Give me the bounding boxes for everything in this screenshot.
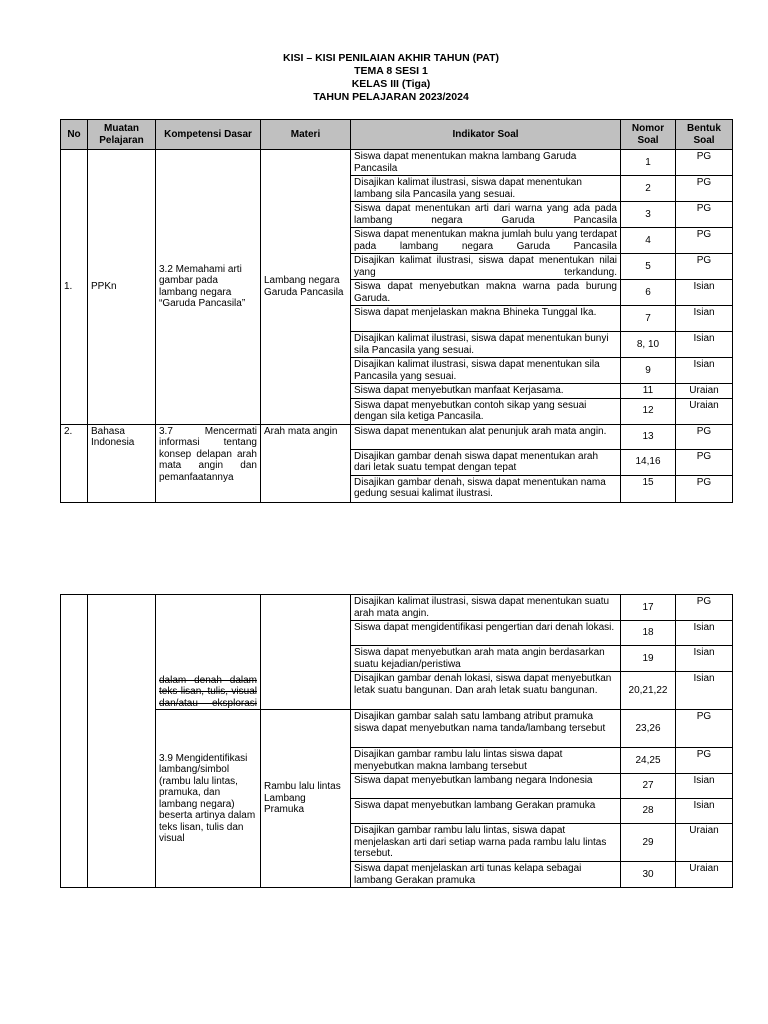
indikator-soal: Disajikan kalimat ilustrasi, siswa dapat menentukan lambang sila Pancasila yang sesuai.: [351, 176, 621, 202]
bentuk-soal: Uraian: [676, 862, 733, 888]
indikator-soal: Disajikan kalimat ilustrasi, siswa dapat menentukan bunyi sila Pancasila yang sesuai.: [351, 332, 621, 358]
materi-empty: [261, 595, 351, 710]
nomor-soal: 8, 10: [621, 332, 676, 358]
nomor-soal: 27: [621, 774, 676, 799]
indikator-soal: Siswa dapat menentukan arti dari warna yang ada pada lambang negara Garuda Pancasila: [351, 202, 621, 228]
bentuk-soal: PG: [676, 748, 733, 774]
nomor-soal: 14,16: [621, 449, 676, 475]
materi: Rambu lalu lintas Lambang Pramuka: [261, 710, 351, 888]
indikator-soal: Disajikan gambar salah satu lambang atribut pramuka siswa dapat menyebutkan nama tanda/lambang tersebut: [351, 710, 621, 748]
kompetensi-dasar: 3.2 Memahami arti gambar pada lambang negara “Garuda Pancasila”: [156, 150, 261, 425]
nomor-soal: 15: [621, 475, 676, 502]
row-no-empty: [61, 595, 88, 888]
muatan-pelajaran: PPKn: [88, 150, 156, 425]
nomor-soal: 11: [621, 384, 676, 399]
nomor-soal: 19: [621, 646, 676, 672]
bentuk-soal: Isian: [676, 799, 733, 824]
indikator-soal: Siswa dapat menentukan makna lambang Garuda Pancasila: [351, 150, 621, 176]
bentuk-soal: PG: [676, 202, 733, 228]
bentuk-soal: Uraian: [676, 384, 733, 399]
nomor-soal: 29: [621, 824, 676, 862]
row-no: 2.: [61, 424, 88, 502]
col-header-nomor: Nomor Soal: [621, 120, 676, 150]
materi: Arah mata angin: [261, 424, 351, 502]
kompetensi-dasar: 3.9 Mengidentifikasi lambang/simbol (rambu lalu lintas, pramuka, dan lambang negara) beserta artinya dalam teks lisan, tulis dan visual: [156, 710, 261, 888]
kisi-kisi-table-page-2: [60, 594, 733, 888]
bentuk-soal: Isian: [676, 672, 733, 710]
bentuk-soal: Uraian: [676, 824, 733, 862]
nomor-soal: 9: [621, 358, 676, 384]
indikator-soal: Siswa dapat menentukan makna jumlah bulu yang terdapat pada lambang negara Garuda Pancasila: [351, 228, 621, 254]
kisi-kisi-table-page-1: [60, 119, 733, 503]
nomor-soal: 6: [621, 280, 676, 306]
document-header: [0, 52, 768, 104]
kd-continued-text: dalam denah dalam teks lisan, tulis, visual dan/atau eksplorasi: [159, 674, 257, 709]
indikator-soal: Siswa dapat menyebutkan contoh sikap yang sesuai dengan sila ketiga Pancasila.: [351, 398, 621, 424]
nomor-soal: 24,25: [621, 748, 676, 774]
nomor-soal: 1: [621, 150, 676, 176]
bentuk-soal: PG: [676, 449, 733, 475]
col-header-bentuk: Bentuk Soal: [676, 120, 733, 150]
nomor-soal: 30: [621, 862, 676, 888]
indikator-soal: Disajikan gambar rambu lalu lintas siswa dapat menyebutkan makna lambang tersebut: [351, 748, 621, 774]
indikator-soal: Siswa dapat mengidentifikasi pengertian dari denah lokasi.: [351, 621, 621, 646]
doc-year: TAHUN PELAJARAN 2023/2024: [313, 91, 469, 103]
bentuk-soal: Uraian: [676, 398, 733, 424]
bentuk-soal: PG: [676, 228, 733, 254]
bentuk-soal: PG: [676, 710, 733, 748]
table-row: [61, 710, 733, 748]
nomor-soal: 4: [621, 228, 676, 254]
nomor-soal: 2: [621, 176, 676, 202]
indikator-soal: Siswa dapat menyebutkan lambang negara Indonesia: [351, 774, 621, 799]
table-header-row: [61, 120, 733, 150]
doc-class: KELAS III (Tiga): [351, 78, 431, 90]
bentuk-soal: PG: [676, 254, 733, 280]
nomor-soal: 28: [621, 799, 676, 824]
col-header-no: No: [61, 120, 88, 150]
indikator-soal: Siswa dapat menentukan alat penunjuk arah mata angin.: [351, 424, 621, 449]
indikator-soal: Disajikan gambar denah lokasi, siswa dapat menyebutkan letak suatu bangunan. Dan arah letak suatu bangunan.: [351, 672, 621, 710]
indikator-soal: Disajikan kalimat ilustrasi, siswa dapat menentukan suatu arah mata angin.: [351, 595, 621, 621]
nomor-soal: 20,21,22: [621, 672, 676, 710]
indikator-soal: Disajikan gambar denah siswa dapat menentukan arah dari letak suatu tempat dengan tepat: [351, 449, 621, 475]
indikator-soal: Siswa dapat menyebutkan lambang Gerakan pramuka: [351, 799, 621, 824]
col-header-materi: Materi: [261, 120, 351, 150]
indikator-soal: Siswa dapat menyebutkan manfaat Kerjasama.: [351, 384, 621, 399]
bentuk-soal: PG: [676, 475, 733, 502]
muatan-pelajaran: Bahasa Indonesia: [88, 424, 156, 502]
bentuk-soal: Isian: [676, 621, 733, 646]
bentuk-soal: Isian: [676, 280, 733, 306]
bentuk-soal: Isian: [676, 306, 733, 332]
nomor-soal: 3: [621, 202, 676, 228]
col-header-indikator: Indikator Soal: [351, 120, 621, 150]
bentuk-soal: PG: [676, 595, 733, 621]
nomor-soal: 18: [621, 621, 676, 646]
muatan-pelajaran-empty: [88, 595, 156, 888]
bentuk-soal: Isian: [676, 774, 733, 799]
indikator-soal: Disajikan kalimat ilustrasi, siswa dapat menentukan nilai yang terkandung.: [351, 254, 621, 280]
doc-title: KISI – KISI PENILAIAN AKHIR TAHUN (PAT): [282, 52, 500, 64]
bentuk-soal: PG: [676, 150, 733, 176]
nomor-soal: 13: [621, 424, 676, 449]
materi: Lambang negara Garuda Pancasila: [261, 150, 351, 425]
nomor-soal: 17: [621, 595, 676, 621]
table-row: [61, 150, 733, 176]
col-header-muatan: Muatan Pelajaran: [88, 120, 156, 150]
bentuk-soal: Isian: [676, 358, 733, 384]
nomor-soal: 12: [621, 398, 676, 424]
indikator-soal: Disajikan gambar rambu lalu lintas, siswa dapat menjelaskan arti dari setiap warna pada rambu lalu lintas tersebut.: [351, 824, 621, 862]
nomor-soal: 7: [621, 306, 676, 332]
indikator-soal: Siswa dapat menyebutkan makna warna pada burung Garuda.: [351, 280, 621, 306]
nomor-soal: 5: [621, 254, 676, 280]
bentuk-soal: Isian: [676, 646, 733, 672]
bentuk-soal: PG: [676, 424, 733, 449]
indikator-soal: Siswa dapat menjelaskan makna Bhineka Tunggal Ika.: [351, 306, 621, 332]
nomor-soal: 23,26: [621, 710, 676, 748]
table-row: [61, 424, 733, 449]
row-no: 1.: [61, 150, 88, 425]
kompetensi-dasar-continued: [156, 595, 261, 710]
indikator-soal: Disajikan kalimat ilustrasi, siswa dapat menentukan sila Pancasila yang sesuai.: [351, 358, 621, 384]
bentuk-soal: Isian: [676, 332, 733, 358]
doc-theme: TEMA 8 SESI 1: [354, 65, 428, 77]
table-row: [61, 595, 733, 621]
col-header-kd: Kompetensi Dasar: [156, 120, 261, 150]
indikator-soal: Siswa dapat menyebutkan arah mata angin berdasarkan suatu kejadian/peristiwa: [351, 646, 621, 672]
indikator-soal: Disajikan gambar denah, siswa dapat menentukan nama gedung sesuai kalimat ilustrasi.: [351, 475, 621, 502]
bentuk-soal: PG: [676, 176, 733, 202]
kompetensi-dasar: 3.7 Mencermati informasi tentang konsep delapan arah mata angin dan pemanfaatannya: [156, 424, 261, 502]
indikator-soal: Siswa dapat menjelaskan arti tunas kelapa sebagai lambang Gerakan pramuka: [351, 862, 621, 888]
